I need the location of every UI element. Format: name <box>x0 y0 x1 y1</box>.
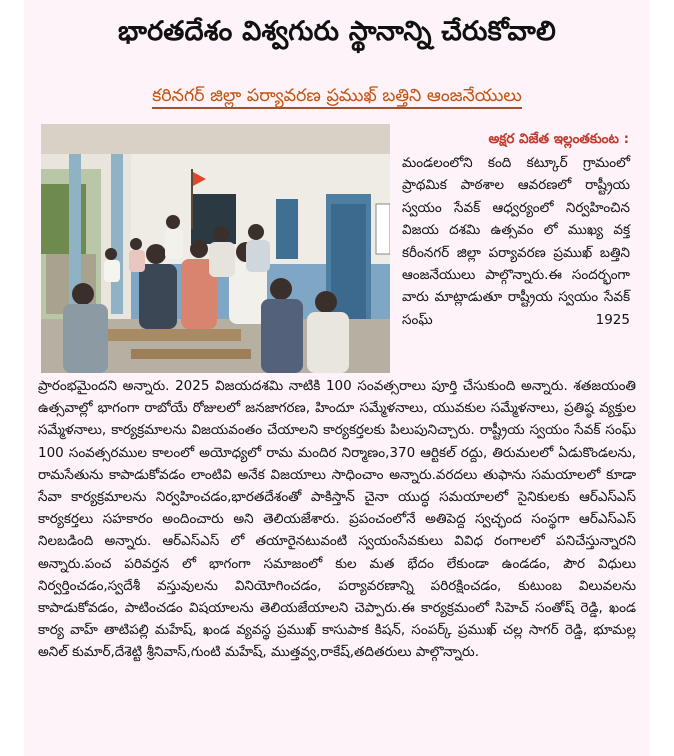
article-photo <box>41 124 390 373</box>
subheadline: కరినగర్ జిల్లా పర్యావరణ ప్రముఖ్ బత్తిని ఆంజనేయులు <box>152 86 522 109</box>
headline: భారతదేశం విశ్వగురు స్థానాన్ని చేరుకోవాలి <box>117 16 557 47</box>
body-paragraph: ప్రారంభమైందని అన్నారు. 2025 విజయదశమి నాటికి 100 సంవత్సరాలు పూర్తి చేసుకుంది అన్నారు. శతజయంతి ఉత్సవాల్లో భాగంగా రాబోయే రోజులలో జనజాగరణ, హిందూ సమ్మేళనాలు, యువకుల సమ్మేళనాలు, ప్రతిష్ఠ వ్యక్తుల సమ్మేళనాలు, కార్యక్రమాలను విజయవంతం చేయాలని కార్యకర్తలకు పిలుపునిచ్చారు. రాష్ట్రీయ స్వయం సేవక్ సంఘ్ 100 సంవత్సరముల కాలంలో అయోధ్యలో రామ మందిర నిర్మాణం,370 ఆర్టికల్ రద్దు, తిరుమలలో ఏడుకొండలను, రామసేతును కాపాడుకోవడం లాంటివి అనేక విజయాలు సాధించాం అన్నారు.వరదలు తుఫాను సమయాలలో కూడా సేవా కార్యక్రమాలను నిర్వహించడం,భారతదేశంతో పాకిస్తాన్ చైనా యుద్ధ సమయాలలో సైనికులకు ఆర్ఎస్ఎస్ కార్యకర్తలు సహకారం అందించారు అని తెలియజేశారు. ప్రపంచంలోనే అతిపెద్ద స్వచ్ఛంద సంస్థగా ఆర్ఎస్ఎస్ నిలబడింది అన్నారు. ఆర్ఎస్ఎస్ లో తయారైనటువంటి స్వయంసేవకులు వివిధ రంగాలలో పనిచేస్తున్నారని అన్నారు.పంచ పరివర్తన లో భాగంగా సమాజంలో కుల మత భేదం లేకుండా ఉండడం, పౌర విధులు నిర్వర్తించడం,స్వదేశీ వస్తువులను వినియోగించడం, పర్యావరణాన్ని పరిరక్షించడం, కుటుంబ విలువలను కాపాడుకోవడం, పాటించడం విషయాలను తెలియజేయాలని చెప్పారు.ఈ కార్యక్రమంలో సిహెచ్ సంతోష్ రెడ్డి, ఖండ కార్య వాహ్ తాటిపల్లి మహేష్, ఖండ వ్యవస్థ ప్రముఖ్ కాసుపాక కిషన్, సంపర్క్ ప్రముఖ్ చల్ల సాగర్ రెడ్డి, భూమల్ల అనిల్ కుమార్,దేశెట్టి శ్రీనివాస్,గుంటి మహేష్, ముత్తవ్వ,రాకేష్,తదితరులు పాల్గొన్నారు. <box>38 378 636 661</box>
lead-text: మండలంలోని కంది కట్కూర్ గ్రామంలో ప్రాథమిక పాఠశాల ఆవరణలో రాష్ట్రీయ స్వయం సేవక్ ఆధ్వర్యంలో నిర్వహించిన విజయ దశమి ఉత్సవం లో ముఖ్య వక్త కరీంనగర్ జిల్లా పర్యావరణ ప్రముఖ్ బత్తిని ఆంజనేయులు పాల్గొన్నారు.ఈ సందర్భంగా వారు మాట్లాడుతూ రాష్ట్రీయ స్వయం సేవక్ సంఘ్ 1925 <box>402 155 630 328</box>
subheadline-wrap <box>24 82 650 110</box>
news-clipping <box>24 0 650 756</box>
byline: అక్షర విజేత ఇల్లంతకుంట : <box>488 131 629 147</box>
classroom-photo-icon <box>41 124 390 373</box>
lead-paragraph <box>402 152 630 331</box>
